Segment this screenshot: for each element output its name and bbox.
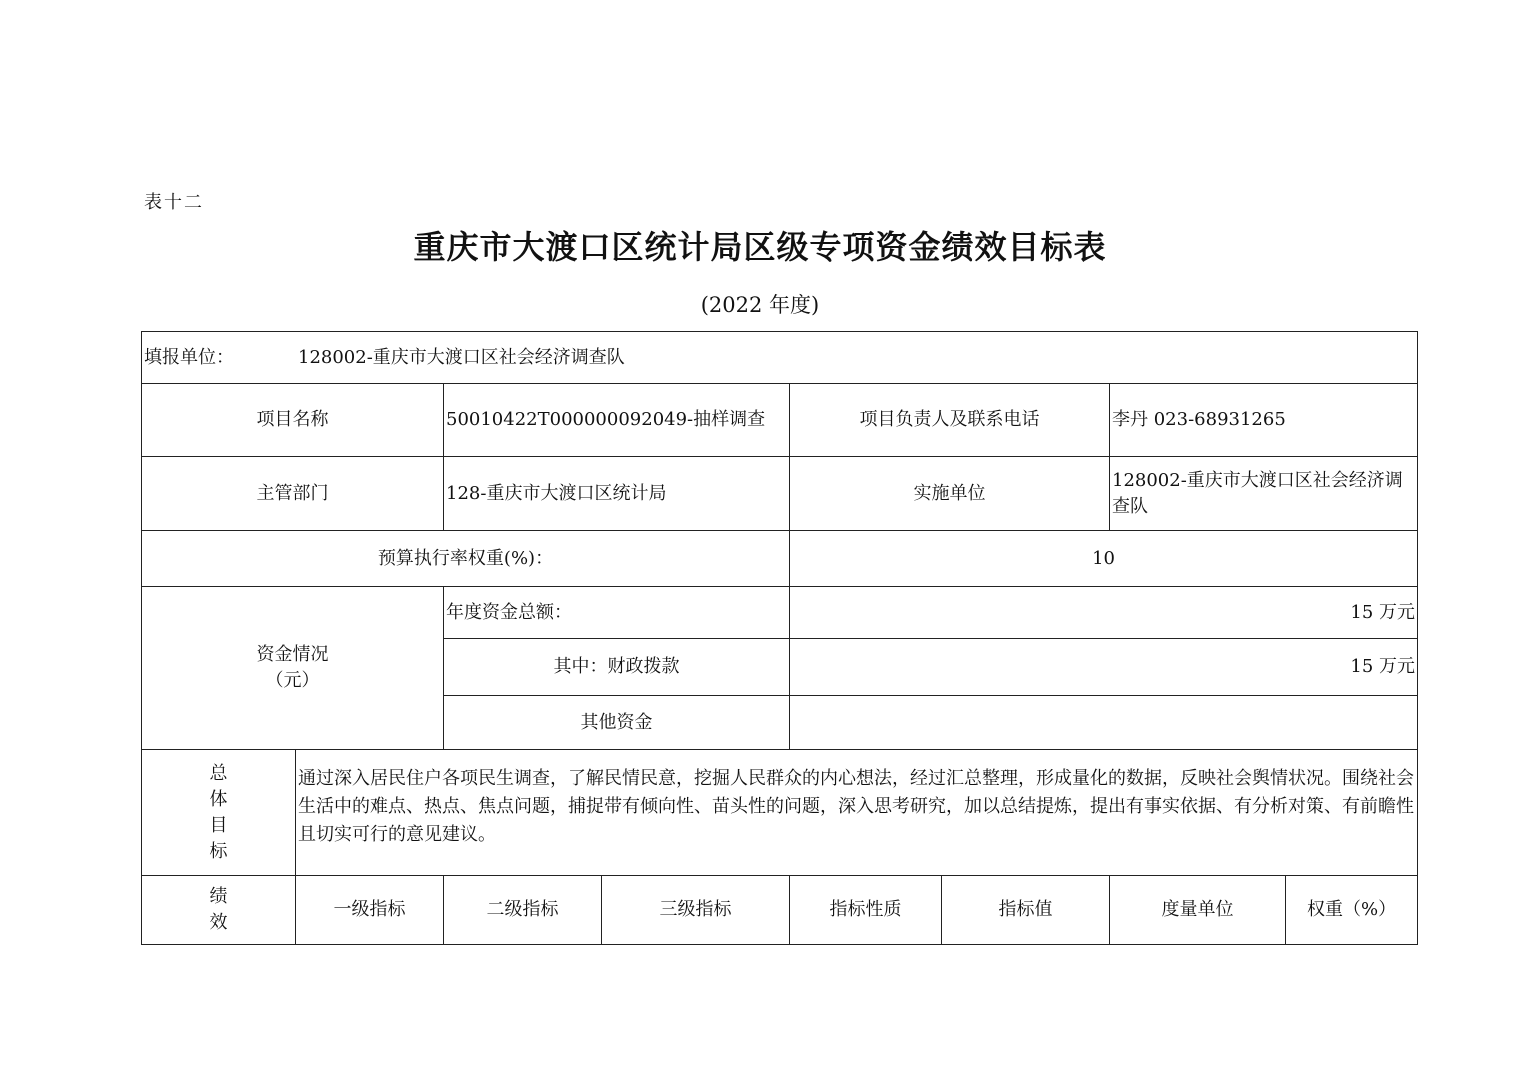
column-header: 三级指标: [602, 876, 790, 945]
other-funds-value: [790, 696, 1418, 750]
overall-goal-text: 通过深入居民住户各项民生调查，了解民情民意，挖掘人民群众的内心想法，经过汇总整理，形成量化的数据，反映社会舆情状况。围绕社会生活中的难点、热点、焦点问题，捕捉带有倾向性、苗头性的问题，深入思考研究，加以总结提炼，提出有事实依据、有分析对策、有前瞻性且切实可行的意见建议。: [296, 750, 1418, 876]
overall-goal-label: [142, 750, 296, 876]
goal-char: 目: [209, 814, 228, 836]
annual-total-value: 15 万元: [790, 587, 1418, 639]
perf-char: 效: [209, 912, 228, 933]
budget-weight-value: 10: [790, 531, 1418, 587]
performance-target-table: [141, 331, 1418, 945]
performance-header-row: [142, 876, 1418, 945]
other-funds-label: 其他资金: [444, 696, 790, 750]
dept-value: 128-重庆市大渡口区统计局: [444, 457, 790, 531]
column-header: 度量单位: [1110, 876, 1286, 945]
goal-char: 体: [209, 788, 228, 810]
overall-goal-row: [142, 750, 1418, 876]
project-name-row: [142, 384, 1418, 457]
fiscal-value: 15 万元: [790, 639, 1418, 696]
reporting-unit-row: [142, 332, 1418, 384]
document-title: 重庆市大渡口区统计局区级专项资金绩效目标表: [413, 228, 1107, 266]
budget-weight-label: 预算执行率权重(%)：: [142, 531, 790, 587]
project-name-label: 项目名称: [142, 384, 444, 457]
performance-label: [142, 876, 296, 945]
dept-label: 主管部门: [142, 457, 444, 531]
column-header: 指标值: [942, 876, 1110, 945]
annual-total-row: [142, 587, 1418, 639]
column-header: 一级指标: [296, 876, 444, 945]
annual-total-label: 年度资金总额：: [444, 587, 790, 639]
project-name-value: 50010422T000000092049-抽样调查: [444, 384, 790, 457]
goal-char: 总: [209, 762, 228, 784]
column-header: 指标性质: [790, 876, 942, 945]
document-year: (2022 年度): [700, 293, 820, 317]
reporting-unit-label: 填报单位：: [144, 346, 234, 368]
table-number-label: 表十二: [144, 192, 204, 213]
impl-unit-value: 128002-重庆市大渡口区社会经济调查队: [1110, 457, 1418, 531]
project-leader-label: 项目负责人及联系电话: [790, 384, 1110, 457]
budget-weight-row: [142, 531, 1418, 587]
reporting-unit-value: 128002-重庆市大渡口区社会经济调查队: [298, 346, 625, 368]
goal-char: 标: [209, 840, 228, 862]
perf-char: 绩: [209, 886, 228, 907]
funds-label-line2: （元）: [265, 670, 320, 691]
fiscal-label: 其中：财政拨款: [444, 639, 790, 696]
department-row: [142, 457, 1418, 531]
column-header: 权重（%）: [1286, 876, 1418, 945]
funds-label: [142, 587, 444, 750]
funds-label-line1: 资金情况: [256, 644, 329, 665]
project-leader-value: 李丹 023-68931265: [1110, 384, 1418, 457]
reporting-unit-cell: [142, 332, 1418, 384]
column-header: 二级指标: [444, 876, 602, 945]
impl-unit-label: 实施单位: [790, 457, 1110, 531]
